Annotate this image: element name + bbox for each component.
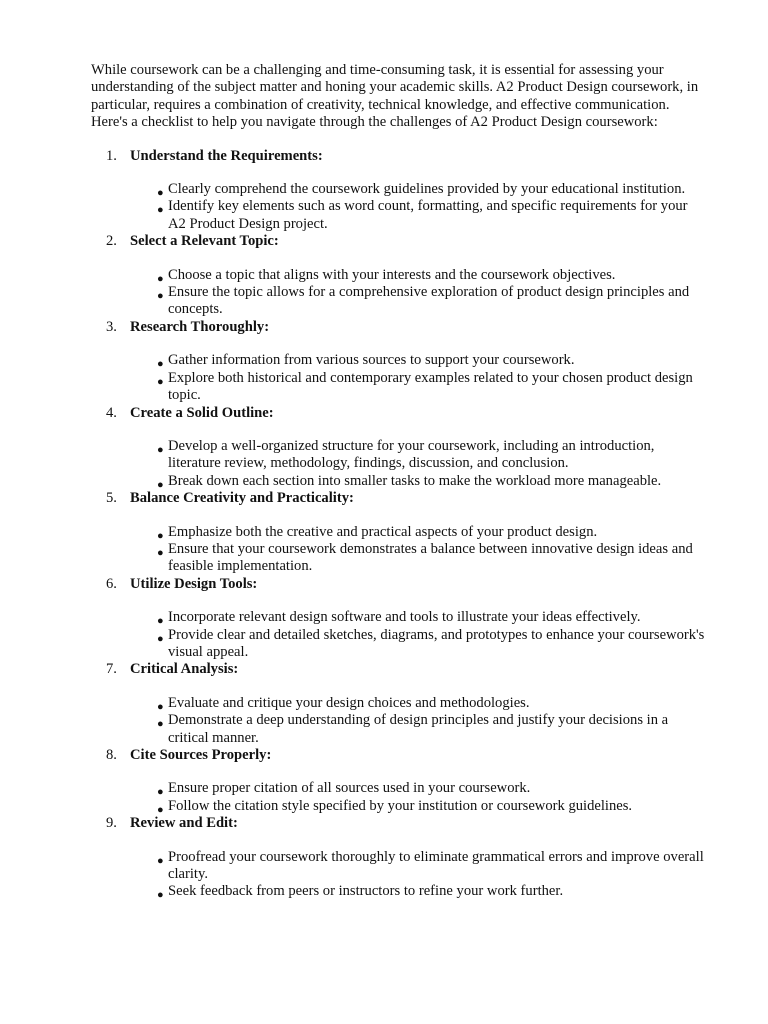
- bullet-item: ● Ensure that your coursework demonstrates a balance between innovative design ideas and feasible implementation.: [157, 540, 693, 575]
- bullet-list: [130, 849, 708, 901]
- item-heading: Select a Relevant Topic:: [130, 233, 279, 250]
- bullet-item: ● Clearly comprehend the coursework guidelines provided by your educational institution.: [130, 181, 708, 198]
- bullet-list: [130, 609, 708, 661]
- item-number: 4.: [106, 404, 117, 421]
- item-heading: Cite Sources Properly:: [130, 747, 272, 763]
- bullet-item: ● Evaluate and critique your design choices and methodologies.: [130, 695, 708, 712]
- checklist-item: [91, 490, 708, 576]
- item-number: 3.: [106, 318, 117, 335]
- bullet-item: ● Develop a well-organized structure for your coursework, including an introduction, literature review, methodology, findings, discussion, and conclusion.: [157, 437, 655, 472]
- bullet-icon: ●: [157, 443, 164, 456]
- item-number: 2.: [106, 233, 117, 250]
- bullet-item: ● Identify key elements such as word count, formatting, and specific requirements for your A2 Product Design project.: [157, 198, 688, 232]
- checklist-item: [91, 815, 708, 901]
- bullet-list: [130, 267, 708, 319]
- item-number: 1.: [106, 147, 117, 164]
- item-number: 8.: [106, 747, 117, 763]
- checklist-item: [91, 747, 708, 815]
- bullet-item: ● Choose a topic that aligns with your interests and the coursework objectives.: [130, 267, 708, 284]
- bullet-item: ● Incorporate relevant design software and tools to illustrate your ideas effectively.: [130, 609, 708, 626]
- item-heading: Utilize Design Tools:: [130, 575, 258, 592]
- bullet-item: ● Explore both historical and contemporary examples related to your chosen product design topic.: [157, 369, 693, 404]
- bullet-item: ● Ensure the topic allows for a comprehensive exploration of product design principles and concepts.: [157, 284, 690, 318]
- bullet-icon: ●: [157, 204, 164, 217]
- checklist-item: [91, 148, 708, 234]
- bullet-icon: ●: [157, 290, 164, 303]
- bullet-item: ● Gather information from various sources to support your coursework.: [130, 352, 708, 369]
- bullet-list: [130, 352, 708, 404]
- bullet-item: ● Ensure proper citation of all sources used in your coursework.: [130, 780, 708, 797]
- bullet-list: [130, 780, 708, 815]
- bullet-icon: ●: [157, 375, 164, 388]
- checklist-item: [91, 576, 708, 662]
- bullet-icon: ●: [157, 718, 164, 731]
- bullet-list: [130, 695, 708, 747]
- bullet-icon: ●: [157, 889, 164, 902]
- checklist-item: [91, 661, 708, 747]
- checklist-item: [91, 319, 708, 405]
- bullet-list: [130, 181, 708, 233]
- checklist-item: [91, 405, 708, 491]
- bullet-item: ● Demonstrate a deep understanding of design principles and justify your decisions in a critical manner.: [157, 712, 669, 746]
- intro-paragraph: While coursework can be a challenging and time-consuming task, it is essential for assessing your understanding of the subject matter and honing your academic skills. A2 Product Design coursework, in particular, requires a combination of creativity, technical knowledge, and effective communication. Here's a checklist to help you navigate through the challenges of A2 Product Design coursework:: [91, 62, 699, 131]
- bullet-item: ● Seek feedback from peers or instructors to refine your work further.: [130, 883, 708, 900]
- bullet-item: ● Emphasize both the creative and practical aspects of your product design.: [130, 524, 708, 541]
- item-heading: Create a Solid Outline:: [130, 404, 274, 421]
- bullet-list: [130, 524, 708, 576]
- item-number: 7.: [106, 661, 117, 678]
- bullet-item: ● Provide clear and detailed sketches, diagrams, and prototypes to enhance your coursework's visual appeal.: [157, 626, 705, 660]
- bullet-icon: ●: [157, 615, 164, 628]
- item-number: 5.: [106, 490, 117, 507]
- bullet-item: ● Break down each section into smaller tasks to make the workload more manageable.: [130, 473, 708, 490]
- item-heading: Balance Creativity and Practicality:: [130, 490, 354, 507]
- bullet-list: [130, 438, 708, 490]
- item-heading: Review and Edit:: [130, 815, 238, 832]
- bullet-icon: ●: [157, 546, 164, 559]
- bullet-icon: ●: [157, 700, 164, 713]
- item-number: 9.: [106, 815, 117, 832]
- bullet-icon: ●: [157, 272, 164, 285]
- checklist: [91, 148, 708, 901]
- bullet-icon: ●: [157, 803, 164, 816]
- bullet-icon: ●: [157, 786, 164, 799]
- item-heading: Critical Analysis:: [130, 661, 239, 678]
- bullet-icon: ●: [157, 478, 164, 491]
- item-number: 6.: [106, 575, 117, 592]
- bullet-icon: ●: [157, 854, 164, 867]
- bullet-icon: ●: [157, 358, 164, 371]
- item-heading: Research Thoroughly:: [130, 318, 270, 335]
- bullet-icon: ●: [157, 632, 164, 645]
- bullet-icon: ●: [157, 187, 164, 200]
- checklist-item: [91, 233, 708, 319]
- item-heading: Understand the Requirements:: [130, 147, 323, 164]
- bullet-item: ● Follow the citation style specified by your institution or coursework guidelines.: [130, 798, 708, 815]
- bullet-item: ● Proofread your coursework thoroughly to eliminate grammatical errors and improve overall clarity.: [157, 848, 704, 883]
- bullet-icon: ●: [157, 529, 164, 542]
